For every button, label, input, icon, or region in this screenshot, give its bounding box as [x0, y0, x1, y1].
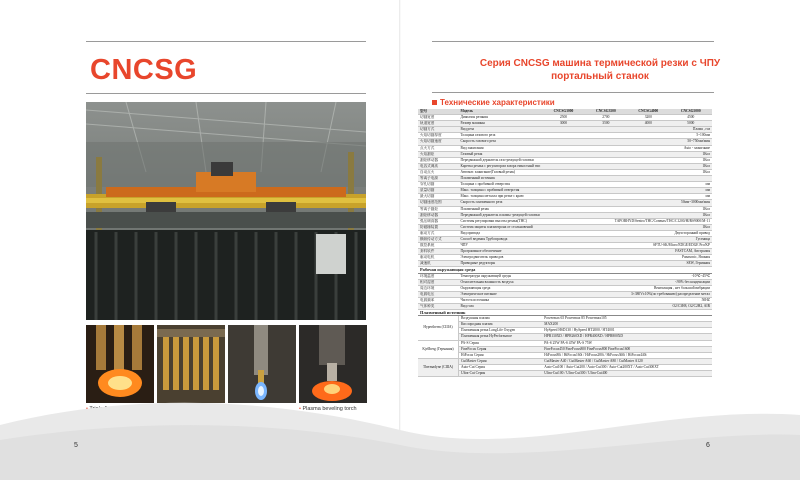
table-row: Ultra-Cut Серия Ultra-Cut100 / Ultra-Cut300 / Ultra-Cut400	[418, 371, 712, 377]
table-row: Плазменная резка HyPerformance HPR130XD / HPR260XD / HPR400XD / HPR800XD	[418, 334, 712, 340]
table-row: 周边环境 Окружающая среда Вентиляция , нет большой вибрации	[420, 285, 710, 290]
spec-table	[418, 109, 712, 377]
table-row: 防碰撞装置 Система защиты плазмотрона от столкновений 1Кол	[420, 224, 710, 229]
table-row: Kjellberg (Германия) PA-S Серия PA-S 25W PA-S 45W PA-S 75W	[418, 340, 712, 346]
table-row: 电容式调高 Каретка резака с регулятором зазора емкостный тип 1Кол	[420, 163, 710, 168]
table-row: 割炬移动器 Передвижной держатель газо-режущей головки 1Кол	[420, 157, 710, 162]
table-row: 质量切割 Макс. толщина с пробивкой отверстия мм	[420, 188, 710, 193]
table-row: 等离子电源 Плазменный источник	[418, 176, 712, 182]
table-row: Auto-Cut Серия Auto-Cut100 / Auto-Cut200 / Auto-Cut300 / Auto-Cut200XT / Auto-Cut300XT	[418, 364, 712, 370]
heading-square-icon	[432, 100, 437, 105]
tech-spec-heading: Технические характеристики	[432, 98, 555, 107]
table-row: FineFocus Серия FineFocus450 FineFocus800 FineFocus800 FineFocus1600	[418, 346, 712, 352]
table-row: 驱动电机 Электродвигатель приводов Panasonic, Япония	[420, 255, 710, 260]
triple-flame-torch-photo	[86, 325, 154, 403]
env-section-heading: Рабочая окружающая среда	[418, 267, 712, 273]
table-row: 火焰切割速度 Скорость газового реза 50~750мм/мин	[420, 139, 710, 144]
strip-cutting-torch-photo	[157, 325, 225, 403]
factory-gantry-image	[86, 102, 366, 320]
spec-rows-general	[418, 127, 712, 267]
table-row: 等离子割炬 Плазменный резак 1Кол	[420, 206, 710, 211]
table-row: 火焰割炬 Газовый резак 1Кол	[420, 151, 710, 156]
plasma-beveling-torch-photo	[299, 325, 367, 403]
table-row: 减速机 Приводные редукторы SEW, Германия	[420, 261, 710, 266]
table-row: 点火方式 Вид зажигания Auto - зажигание	[420, 145, 710, 150]
table-row: 切割速度范围 Скорость плазменного реза 50мм~3000мм/мин	[420, 200, 710, 205]
title-line-2: портальный станок	[551, 71, 649, 82]
title-line-1: Серия CNCSG машина термической резки с ЧПУ	[479, 58, 721, 69]
decorative-wave-background	[0, 395, 800, 480]
table-row: 割炬移动器 Передвижной держатель плазмы -режущей головки 1Кол	[420, 212, 710, 217]
table-row: 数控系统 ЧПУ SFTU-SK/Micro/EDGE/EDGE Pro/KP	[420, 243, 710, 248]
table-row: 切割方式 Вид реза Пламя , газ	[420, 127, 710, 132]
spec-header-row: 型号 Модель CNCSG3000 CNCSG3500 CNCSG4000 CNCSG5000	[418, 109, 712, 115]
table-row: 电源频率 Частота источника 50HZ	[420, 297, 710, 302]
spec-rows-plasma	[418, 316, 712, 377]
table-row: 驱动方式 Вид привода Двухсторонний привод	[420, 230, 710, 235]
page-number-left: 5	[74, 442, 78, 449]
table-row: 电源电压 Электрическое питание 3×380V±10%(по требованию) распределение метал	[420, 291, 710, 296]
table-row: 弧压调高器 Системы регулировки высоты резака(THC) TAPORHYD/Sentro/THC/Conmax/THC/C1200/HJRS9000/M-11	[420, 218, 710, 223]
hero-machine-photo	[86, 102, 366, 320]
caption-plasma-beveling: • Plasma beveling torch	[299, 406, 357, 412]
table-row: HiFocus Серия HiFocus80i / HiFocus160i / HiFocus280i / HiFocus360i / HiFocus440i	[418, 352, 712, 358]
top-rule	[86, 41, 366, 42]
table-row: 轨道宽度 Размер машины 3000 3500 4000 5000	[418, 121, 712, 127]
spec-rows-environment	[418, 273, 712, 310]
right-top-rule	[432, 41, 714, 42]
table-row: 火焰切割厚度 Толщина газового реза 5~100мм	[420, 133, 710, 138]
plasma-section-heading: Плазменный источник	[418, 310, 712, 316]
table-row: 环境温度 Температура окружающей среды -10℃~45℃	[420, 273, 710, 278]
table-row: 横纵传动方式 Способ ведения Трубопровода Гусеница	[420, 236, 710, 241]
brand-underline	[86, 93, 366, 94]
table-row: 穿孔切割 Толщина с пробивкой отверстия мм	[420, 182, 710, 187]
torch-thumbnails	[86, 325, 366, 403]
table-row: Thermadyne (США) CutMaster Серия CutMaster A40 / CutMaster A60 / CutMaster A80 / CutMaster A120	[418, 358, 712, 364]
table-row: 气体种类 Вид газа O2/C3H8, O2/C2H2, AIR	[420, 304, 710, 308]
table-row: 自动点火 Автомат. зажигание(Газовый резак) 1Кол	[420, 169, 710, 174]
table-row: Кислородная плазма MAX200	[418, 322, 712, 328]
table-row: Hypertherm (США) Воздушная плазма Powermax 65 Powermax 85 Powermax105	[418, 316, 712, 322]
table-row: 相对湿度 Относительная влажность воздуха <90% без конденсации	[420, 279, 710, 284]
auto-ignition-photo	[228, 325, 296, 403]
table-row: 最大切割 Макс. толщина металла при резке с краю мм	[420, 194, 710, 199]
table-row: 切割宽度 Диапазон резания 2500 2700 3200 4500	[418, 115, 712, 121]
brand-title: CNCSG	[90, 54, 198, 86]
title-underline	[432, 92, 714, 93]
page-number-right: 6	[706, 442, 710, 449]
right-page-title	[440, 57, 760, 83]
table-row: Плазменная резка LongLife Oxygen HySpeed HSD130 / HySpeed HT2000 / HT4001	[418, 328, 712, 334]
table-row: 套料软件 Программное обеспечение FASTCAM, Австралия	[420, 249, 710, 254]
